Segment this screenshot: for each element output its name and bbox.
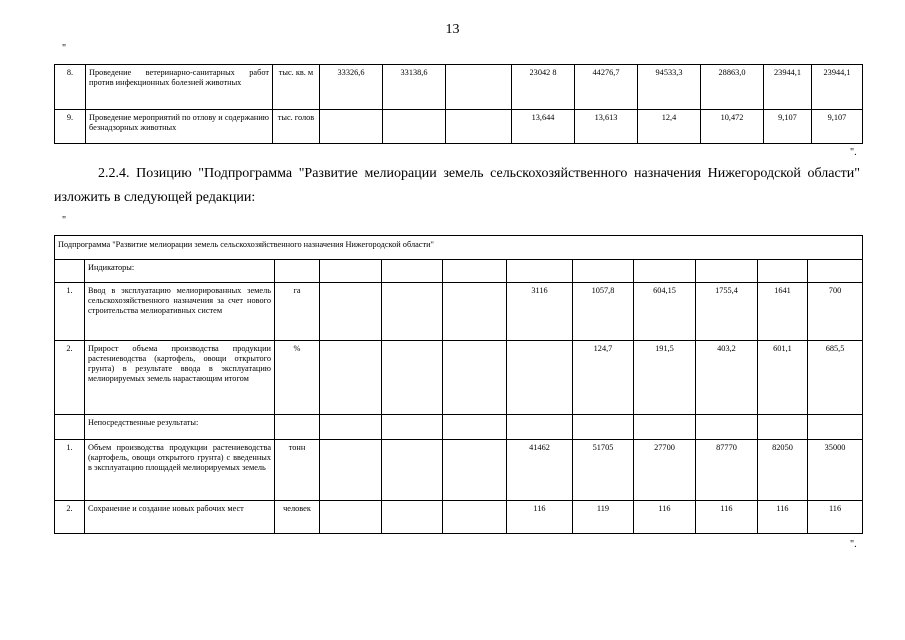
table-row (55, 440, 863, 501)
value-cell: 33138,6 (383, 65, 446, 110)
table-row (55, 341, 863, 415)
value-cell: 51705 (573, 440, 634, 501)
value-cell (320, 110, 383, 144)
unit-cell: тонн (275, 440, 320, 501)
value-cell: 1755,4 (696, 283, 758, 341)
livestock-measures-table (54, 64, 863, 144)
table-row (55, 501, 863, 534)
value-cell: 191,5 (634, 341, 696, 415)
value-cell: 44276,7 (575, 65, 638, 110)
melioration-subprogram-table (54, 235, 863, 534)
page-number: 13 (445, 22, 460, 37)
unit-cell: % (275, 341, 320, 415)
value-cell: 10,472 (701, 110, 764, 144)
paragraph-text: 2.2.4. Позицию "Подпрограмма "Развитие мелиорации земель сельскохозяйственного назначения Нижегородской области" изложить в следующей редакции: (54, 166, 860, 205)
value-cell: 601,1 (758, 341, 808, 415)
result-name: Сохранение и создание новых рабочих мест (85, 501, 275, 534)
table-row (55, 236, 863, 260)
value-cell: 87770 (696, 440, 758, 501)
empty-cell (446, 65, 512, 110)
value-cell: 13,613 (575, 110, 638, 144)
value-cell: 116 (808, 501, 863, 534)
unit-cell: га (275, 283, 320, 341)
value-cell: 41462 (507, 440, 573, 501)
value-cell: 685,5 (808, 341, 863, 415)
value-cell: 82050 (758, 440, 808, 501)
row-number: 1. (55, 283, 85, 341)
unit-cell: человек (275, 501, 320, 534)
value-cell: 3116 (507, 283, 573, 341)
subprogram-title: Подпрограмма "Развитие мелиорации земель сельскохозяйственного назначения Нижегородской области" (55, 236, 863, 260)
row-number: 1. (55, 440, 85, 501)
table-row (55, 260, 863, 283)
value-cell: 28863,0 (701, 65, 764, 110)
value-cell: 94533,3 (638, 65, 701, 110)
unit-cell: тыс. голов (273, 110, 320, 144)
value-cell: 604,15 (634, 283, 696, 341)
row-number: 8. (55, 65, 86, 110)
measure-name: Проведение мероприятий по отлову и содержанию безнадзорных животных (86, 110, 273, 144)
value-cell: 700 (808, 283, 863, 341)
table-row (55, 110, 863, 144)
table-row (55, 65, 863, 110)
value-cell: 1641 (758, 283, 808, 341)
close-quote-mark: ". (850, 539, 857, 550)
value-cell: 124,7 (573, 341, 634, 415)
result-name: Объем производства продукции растениеводства (картофель, овощи открытого грунта) с введенных в эксплуатацию площадей мелиорируемых земель (85, 440, 275, 501)
table-row (55, 415, 863, 440)
row-number: 2. (55, 501, 85, 534)
table-row (55, 283, 863, 341)
value-cell: 1057,8 (573, 283, 634, 341)
indicator-name: Прирост объема производства продукции растениеводства (картофель, овощи открытого грунта) в результате ввода в эксплуатацию мелиорируемых земель нарастающим итогом (85, 341, 275, 415)
value-cell: 23944,1 (764, 65, 812, 110)
close-quote-mark: ". (850, 147, 857, 158)
instruction-paragraph (54, 162, 860, 210)
open-quote-mark: " (62, 215, 67, 226)
value-cell: 13,644 (512, 110, 575, 144)
value-cell: 116 (507, 501, 573, 534)
value-cell: 35000 (808, 440, 863, 501)
value-cell: 119 (573, 501, 634, 534)
value-cell (383, 110, 446, 144)
unit-cell: тыс. кв. м (273, 65, 320, 110)
value-cell: 403,2 (696, 341, 758, 415)
value-cell: 12,4 (638, 110, 701, 144)
row-number: 9. (55, 110, 86, 144)
value-cell: 9,107 (812, 110, 863, 144)
empty-cell (55, 415, 85, 440)
indicator-name: Ввод в эксплуатацию мелиорированных земель сельскохозяйственного назначения за счет нового строительства мелиоративных систем (85, 283, 275, 341)
section-header-results: Непосредственные результаты: (85, 415, 275, 440)
value-cell: 23042 8 (512, 65, 575, 110)
section-header-indicators: Индикаторы: (85, 260, 275, 283)
value-cell: 9,107 (764, 110, 812, 144)
value-cell: 116 (696, 501, 758, 534)
open-quote-mark: " (62, 43, 67, 54)
value-cell: 116 (758, 501, 808, 534)
row-number: 2. (55, 341, 85, 415)
empty-cell (446, 110, 512, 144)
measure-name: Проведение ветеринарно-санитарных работ против инфекционных болезней животных (86, 65, 273, 110)
value-cell: 116 (634, 501, 696, 534)
value-cell: 23944,1 (812, 65, 863, 110)
value-cell: 27700 (634, 440, 696, 501)
value-cell: 33326,6 (320, 65, 383, 110)
empty-cell (55, 260, 85, 283)
